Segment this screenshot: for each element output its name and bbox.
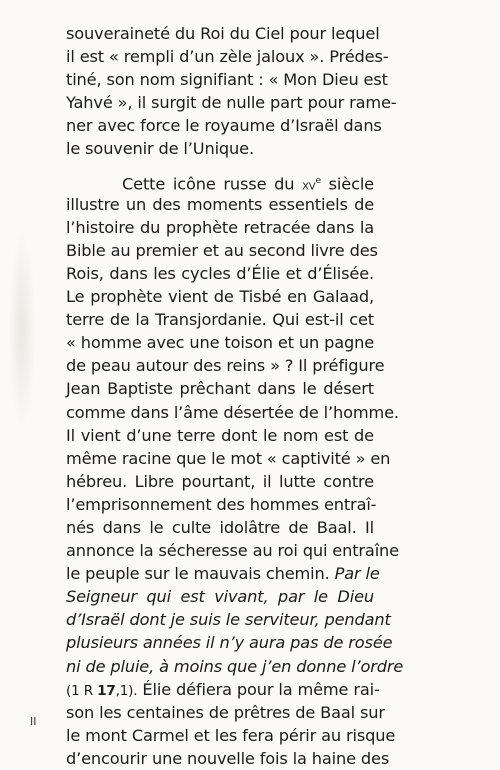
text-line: le mont Carmel et les fera périr au risque xyxy=(66,725,396,745)
text-line: annonce la sécheresse au roi qui entraîne xyxy=(66,541,399,561)
paragraph-1 xyxy=(66,22,397,161)
quotation-line: plusieurs années il n’y aura pas de rosée xyxy=(66,633,393,653)
text-line: l’histoire du prophète retracée dans la xyxy=(66,217,374,237)
text-line: comme dans l’âme désertée de l’homme. xyxy=(66,402,399,422)
text-line: le souvenir de l’Unique. xyxy=(66,139,254,159)
text-line xyxy=(66,170,374,193)
text-fragment: le peuple sur le mauvais chemin. xyxy=(66,564,330,584)
quotation-fragment: Par le xyxy=(334,564,380,584)
page-number: II xyxy=(30,715,37,728)
quotation-line: Seigneur qui est vivant, par le Dieu xyxy=(66,587,374,607)
body-text xyxy=(66,22,404,770)
text-line xyxy=(66,678,380,701)
text-line: nés dans le culte idolâtre de Baal. Il xyxy=(66,517,374,537)
reference-open: (1 R xyxy=(66,682,98,699)
superscript: e xyxy=(315,175,321,186)
text-line: Jean Baptiste prêchant dans le désert xyxy=(66,379,374,399)
text-line: Bible au premier et au second livre des xyxy=(66,240,378,260)
text-line: son les centaines de prêtres de Baal sur xyxy=(66,702,385,722)
text-fragment: Cette icône russe du xyxy=(122,173,303,193)
text-line: hébreu. Libre pourtant, il lutte contre xyxy=(66,471,374,491)
reference-close: ,1). xyxy=(115,682,138,699)
text-fragment: siècle xyxy=(320,173,374,193)
text-fragment: Élie défiera pour la même rai- xyxy=(137,679,380,699)
text-line: « homme avec une toison et un pagne xyxy=(66,333,375,353)
page-smudge xyxy=(8,230,36,430)
text-line: souveraineté du Roi du Ciel pour lequel xyxy=(66,24,380,43)
text-line: terre de la Transjordanie. Qui est-il cet xyxy=(66,310,374,330)
text-line: Rois, dans les cycles d’Élie et d’Élisée. xyxy=(66,263,374,283)
text-line: illustre un des moments essentiels de xyxy=(66,194,374,214)
text-line: tiné, son nom signifiant : « Mon Dieu est xyxy=(66,70,388,90)
text-line: même racine que le mot « captivité » en xyxy=(66,448,391,468)
quotation-line: d’Israël dont je suis le serviteur, pendant xyxy=(66,610,391,630)
text-line: Il vient d’une terre dont le nom est de xyxy=(66,425,374,445)
text-line: de peau autour des reins » ? Il préfigure xyxy=(66,356,385,376)
text-line xyxy=(66,562,380,585)
bible-reference xyxy=(66,683,137,699)
text-line: il est « rempli d’un zèle jaloux ». Prédes- xyxy=(66,47,389,67)
text-line: l’emprisonnement des hommes entraî- xyxy=(66,494,377,514)
text-line: d’encourir une nouvelle fois la haine des xyxy=(66,748,390,768)
century-numeral: xv xyxy=(302,176,316,193)
quotation-line: ni de pluie, à moins que j’en donne l’ordre xyxy=(66,656,404,676)
text-line: Yahvé », il surgit de nulle part pour rame- xyxy=(66,93,397,113)
reference-chapter: 17 xyxy=(97,682,116,699)
text-line: ner avec force le royaume d’Israël dans xyxy=(66,116,382,136)
paragraph-2 xyxy=(66,170,404,770)
text-line: Le prophète vient de Tisbé en Galaad, xyxy=(66,287,374,307)
